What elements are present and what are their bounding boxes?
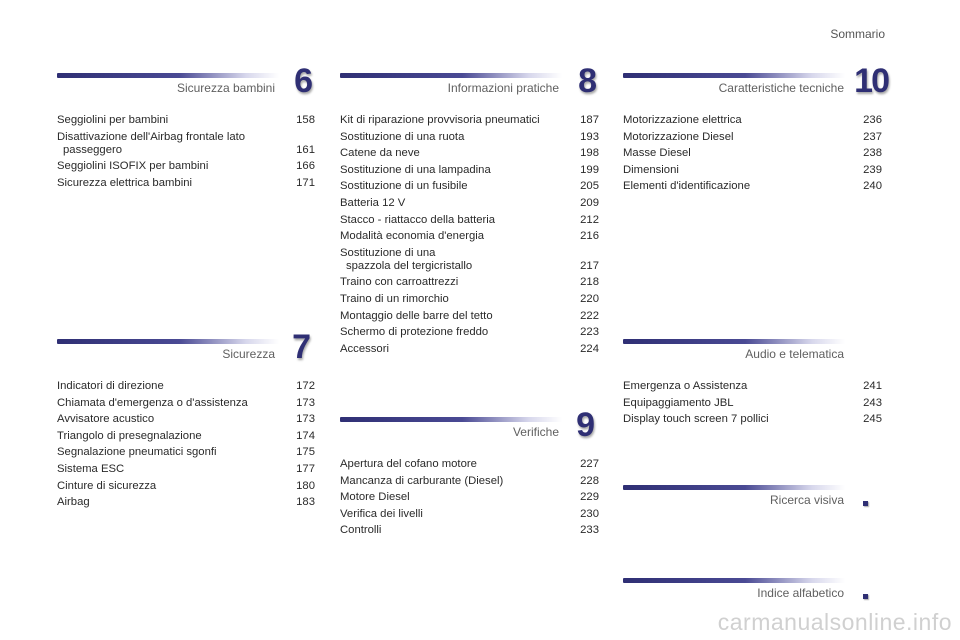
section-header xyxy=(57,328,315,370)
toc-entry-label xyxy=(340,508,580,521)
toc-entry-label-line: Motorizzazione Diesel xyxy=(623,130,734,143)
section-ricerca-visiva xyxy=(623,482,882,516)
toc-entry[interactable] xyxy=(57,463,315,476)
toc-entry[interactable] xyxy=(340,475,599,488)
toc-entry-label-line: Controlli xyxy=(340,524,382,537)
toc-entry-page: 240 xyxy=(863,180,882,193)
toc-entry[interactable] xyxy=(340,458,599,471)
toc-entry-label-line: Airbag xyxy=(57,496,90,509)
toc-entry-label-line: Emergenza o Assistenza xyxy=(623,380,748,392)
section-marker xyxy=(863,594,868,599)
section-title: Sicurezza bambini xyxy=(176,81,275,95)
section-title: Informazioni pratiche xyxy=(447,81,559,95)
toc-entry[interactable] xyxy=(623,147,882,160)
entry-list xyxy=(340,114,599,356)
toc-entry-page: 222 xyxy=(580,309,599,322)
section-number: 10 xyxy=(854,62,888,100)
toc-entry-page: 187 xyxy=(580,114,599,126)
section-header xyxy=(623,336,882,370)
toc-entry-label-line: Sicurezza elettrica bambini xyxy=(57,176,192,189)
toc-entry-label xyxy=(623,114,863,127)
toc-entry-page: 239 xyxy=(863,163,882,176)
toc-entry-label xyxy=(340,293,580,306)
toc-entry-label-line: Equipaggiamento JBL xyxy=(623,396,734,409)
toc-entry-label xyxy=(57,480,296,493)
toc-entry-label-line: Cinture di sicurezza xyxy=(57,479,157,492)
toc-entry-label xyxy=(57,413,296,426)
toc-entry-label-line: Elementi d'identificazione xyxy=(623,180,751,193)
toc-entry-label-line: Kit di riparazione provvisoria pneumatici xyxy=(340,114,540,126)
toc-entry-label xyxy=(57,446,296,459)
toc-entry[interactable] xyxy=(57,160,315,173)
section-title: Ricerca visiva xyxy=(769,493,844,507)
toc-entry-label xyxy=(57,160,296,173)
toc-entry-label-line: Disattivazione dell'Airbag frontale lato xyxy=(57,130,246,143)
toc-entry[interactable] xyxy=(340,114,599,127)
toc-entry-label xyxy=(340,276,580,289)
toc-entry-page: 161 xyxy=(296,143,315,156)
toc-entry-page: 245 xyxy=(863,413,882,426)
section-title: Verifiche xyxy=(512,425,559,439)
toc-entry-label-line: Schermo di protezione freddo xyxy=(340,326,489,339)
toc-entry-page: 193 xyxy=(580,130,599,143)
toc-entry-label xyxy=(623,131,863,144)
toc-entry-page: 171 xyxy=(296,176,315,189)
toc-entry-page: 172 xyxy=(296,380,315,392)
section-bar xyxy=(623,485,845,490)
toc-entry-label xyxy=(623,180,863,193)
toc-entry-page: 183 xyxy=(296,496,315,509)
toc-entry[interactable] xyxy=(57,131,315,157)
section-bar xyxy=(340,417,562,422)
section-sicurezza-bambini xyxy=(57,62,315,193)
toc-entry-label-line: Modalità economia d'energia xyxy=(340,230,485,243)
toc-entry-page: 174 xyxy=(296,429,315,442)
toc-entry-label-line: Dimensioni xyxy=(623,163,679,176)
toc-entry-label-line: Sostituzione di una lampadina xyxy=(340,163,491,176)
section-title: Indice alfabetico xyxy=(757,586,844,600)
toc-entry[interactable] xyxy=(623,380,882,393)
toc-entry[interactable] xyxy=(623,131,882,144)
section-caratteristiche-tecniche xyxy=(623,62,888,197)
toc-entry[interactable] xyxy=(57,114,315,127)
toc-entry-label-line: Display touch screen 7 pollici xyxy=(623,413,769,426)
toc-entry-label-line: Sostituzione di un fusibile xyxy=(340,180,468,193)
toc-entry-label xyxy=(340,197,580,210)
toc-entry-page: 166 xyxy=(296,160,315,173)
section-header xyxy=(340,62,599,104)
toc-entry-page: 218 xyxy=(580,276,599,289)
toc-entry-page: 173 xyxy=(296,396,315,409)
toc-entry-page: 229 xyxy=(580,491,599,504)
toc-entry-page: 158 xyxy=(296,114,315,126)
entry-list xyxy=(340,458,599,537)
toc-entry[interactable] xyxy=(340,247,599,273)
toc-entry-page: 233 xyxy=(580,524,599,537)
toc-entry[interactable] xyxy=(340,524,599,537)
toc-entry-page: 227 xyxy=(580,458,599,470)
toc-entry-label-line: Montaggio delle barre del tetto xyxy=(340,309,493,322)
toc-entry-page: 217 xyxy=(580,259,599,272)
toc-entry-label-line: Masse Diesel xyxy=(623,147,691,160)
toc-entry-label-line: Traino di un rimorchio xyxy=(340,292,449,305)
section-informazioni-pratiche xyxy=(340,62,599,359)
toc-entry-label xyxy=(340,524,580,537)
toc-entry[interactable] xyxy=(57,413,315,426)
toc-entry-label-line: Stacco - riattacco della batteria xyxy=(340,213,496,226)
toc-entry-page: 237 xyxy=(863,130,882,143)
toc-entry-label xyxy=(340,458,580,471)
section-bar xyxy=(623,73,845,78)
toc-entry[interactable] xyxy=(340,230,599,243)
toc-entry-label xyxy=(623,147,863,160)
toc-entry-page: 180 xyxy=(296,479,315,492)
toc-entry-page: 177 xyxy=(296,462,315,475)
section-bar xyxy=(340,73,562,78)
section-title: Sicurezza xyxy=(222,347,275,361)
entry-list xyxy=(57,380,315,509)
section-bar xyxy=(623,339,845,344)
toc-entry-label xyxy=(57,177,296,190)
section-marker xyxy=(863,501,868,506)
toc-entry-label-line: Accessori xyxy=(340,342,389,355)
toc-entry-label-line: Apertura del cofano motore xyxy=(340,458,477,470)
toc-entry-label xyxy=(57,397,296,410)
entry-list xyxy=(57,114,315,190)
toc-entry-label-line: passeggero xyxy=(63,143,123,156)
toc-entry[interactable] xyxy=(340,147,599,160)
toc-entry[interactable] xyxy=(57,397,315,410)
section-bar xyxy=(623,578,845,583)
toc-entry-page: 223 xyxy=(580,326,599,339)
toc-entry-label-line: Seggiolini per bambini xyxy=(57,114,169,126)
toc-entry-page: 216 xyxy=(580,230,599,243)
toc-entry-label xyxy=(340,475,580,488)
toc-entry[interactable] xyxy=(340,343,599,356)
toc-entry-label xyxy=(340,131,580,144)
toc-entry[interactable] xyxy=(340,310,599,323)
section-number: 7 xyxy=(292,328,309,366)
toc-entry[interactable] xyxy=(340,491,599,504)
section-title: Caratteristiche tecniche xyxy=(718,81,844,95)
toc-entry-page: 220 xyxy=(580,292,599,305)
toc-entry-label-line: Seggiolini ISOFIX per bambini xyxy=(57,160,209,173)
toc-entry-page: 236 xyxy=(863,114,882,126)
section-number: 9 xyxy=(576,406,593,444)
toc-entry-label xyxy=(57,463,296,476)
toc-entry-label xyxy=(57,380,296,393)
section-header xyxy=(623,482,882,516)
section-bar xyxy=(57,73,279,78)
toc-entry-label xyxy=(340,491,580,504)
section-indice-alfabetico xyxy=(623,575,882,609)
section-number: 8 xyxy=(578,62,595,100)
toc-entry-label xyxy=(623,164,863,177)
toc-entry-label xyxy=(340,343,580,356)
toc-entry[interactable] xyxy=(340,214,599,227)
toc-entry-page: 175 xyxy=(296,446,315,459)
section-header xyxy=(340,406,599,448)
toc-entry-label xyxy=(340,147,580,160)
toc-entry-page: 238 xyxy=(863,147,882,160)
toc-entry-label-line: spazzola del tergicristallo xyxy=(346,259,473,272)
toc-entry-label-line: Sistema ESC xyxy=(57,462,125,475)
toc-entry-label-line: Mancanza di carburante (Diesel) xyxy=(340,474,504,487)
toc-entry[interactable] xyxy=(340,180,599,193)
page-header: Sommario xyxy=(830,27,885,41)
toc-entry[interactable] xyxy=(623,164,882,177)
toc-entry[interactable] xyxy=(57,446,315,459)
toc-entry-label-line: Segnalazione pneumatici sgonfi xyxy=(57,446,217,459)
toc-entry-label xyxy=(340,180,580,193)
toc-entry-label xyxy=(623,397,863,410)
toc-entry-page: 224 xyxy=(580,342,599,355)
toc-entry[interactable] xyxy=(623,180,882,193)
toc-entry[interactable] xyxy=(340,131,599,144)
toc-entry[interactable] xyxy=(623,114,882,127)
toc-entry-page: 199 xyxy=(580,163,599,176)
toc-entry-page: 230 xyxy=(580,507,599,520)
toc-entry-label-line: Verifica dei livelli xyxy=(340,507,423,520)
watermark: carmanualsonline.info xyxy=(717,609,952,635)
toc-entry-label-line: Avvisatore acustico xyxy=(57,413,155,426)
toc-entry-label xyxy=(340,164,580,177)
toc-entry-label-line: Motorizzazione elettrica xyxy=(623,114,742,126)
toc-entry-label-line: Chiamata d'emergenza o d'assistenza xyxy=(57,396,248,409)
toc-entry[interactable] xyxy=(340,508,599,521)
section-verifiche xyxy=(340,406,599,541)
toc-entry[interactable] xyxy=(623,413,882,426)
toc-entry[interactable] xyxy=(57,177,315,190)
toc-entry-label-line: Catene da neve xyxy=(340,147,420,160)
section-sicurezza xyxy=(57,328,315,513)
toc-entry-label-line: Indicatori di direzione xyxy=(57,380,164,392)
section-header xyxy=(623,575,882,609)
toc-entry-label xyxy=(57,496,296,509)
section-title: Audio e telematica xyxy=(745,347,844,361)
toc-entry-label xyxy=(623,380,863,393)
entry-list xyxy=(623,380,882,426)
toc-entry[interactable] xyxy=(57,430,315,443)
toc-entry-label xyxy=(623,413,863,426)
section-number: 6 xyxy=(294,62,311,100)
toc-entry-label xyxy=(340,310,580,323)
toc-entry-label xyxy=(340,326,580,339)
toc-entry[interactable] xyxy=(340,197,599,210)
section-header xyxy=(623,62,888,104)
toc-entry-label-line: Sostituzione di una xyxy=(340,246,436,259)
toc-entry[interactable] xyxy=(57,380,315,393)
section-audio-telematica xyxy=(623,336,882,430)
toc-entry-page: 243 xyxy=(863,396,882,409)
toc-entry-page: 205 xyxy=(580,180,599,193)
entry-list xyxy=(623,114,882,193)
toc-entry-label-line: Sostituzione di una ruota xyxy=(340,130,465,143)
toc-entry-page: 209 xyxy=(580,196,599,209)
toc-entry[interactable] xyxy=(340,276,599,289)
toc-entry[interactable] xyxy=(340,164,599,177)
toc-entry-label-line: Batteria 12 V xyxy=(340,196,406,209)
section-header xyxy=(57,62,315,104)
toc-entry[interactable] xyxy=(623,397,882,410)
toc-entry-label-line: Motore Diesel xyxy=(340,491,410,504)
toc-entry-label xyxy=(57,131,296,157)
toc-entry-label-line: Traino con carroattrezzi xyxy=(340,276,459,289)
toc-entry-label xyxy=(57,114,296,127)
section-bar xyxy=(57,339,279,344)
toc-entry-label xyxy=(340,247,580,273)
toc-entry-label xyxy=(340,114,580,127)
toc-entry-page: 241 xyxy=(863,380,882,392)
toc-entry-page: 228 xyxy=(580,474,599,487)
toc-entry-page: 212 xyxy=(580,213,599,226)
toc-entry[interactable] xyxy=(57,496,315,509)
toc-entry[interactable] xyxy=(340,293,599,306)
toc-entry-page: 198 xyxy=(580,147,599,160)
toc-entry-label xyxy=(340,230,580,243)
toc-entry-label xyxy=(57,430,296,443)
toc-entry[interactable] xyxy=(340,326,599,339)
toc-entry-label-line: Triangolo di presegnalazione xyxy=(57,429,202,442)
toc-entry-page: 173 xyxy=(296,413,315,426)
toc-entry-label xyxy=(340,214,580,227)
toc-entry[interactable] xyxy=(57,480,315,493)
